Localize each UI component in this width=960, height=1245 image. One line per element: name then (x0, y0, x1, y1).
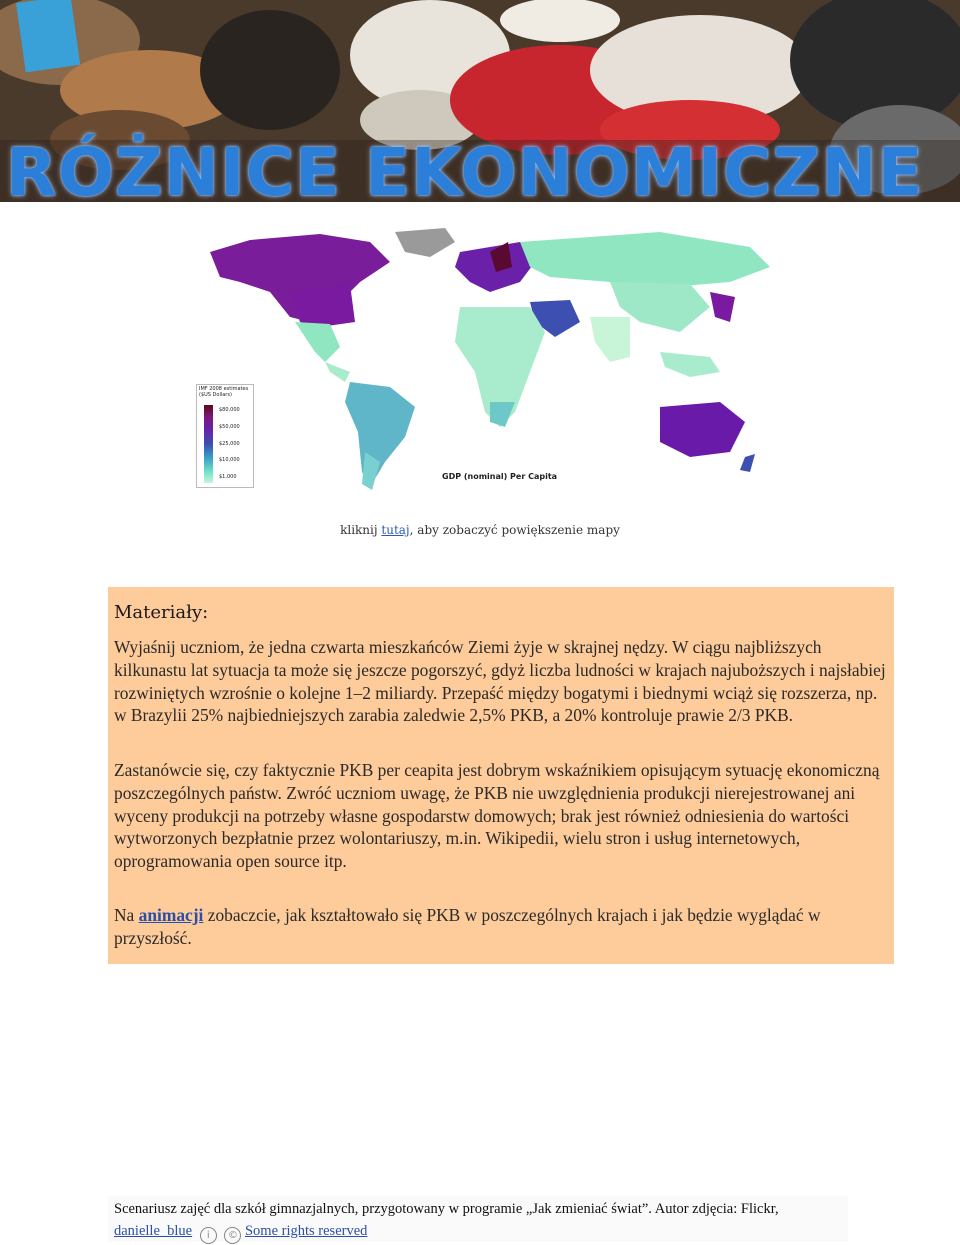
materials-paragraph-animation (114, 904, 890, 950)
rights-link[interactable]: Some rights reserved (244, 1223, 368, 1239)
legend-tick: $50,000 (219, 424, 240, 430)
author-link[interactable]: danielle_blue (114, 1223, 193, 1239)
legend-color-scale (204, 405, 213, 483)
footer-credit: Scenariusz zajęć dla szkół gimnazjalnych, przygotowany w programie „Jak zmieniać świat”. Autor zdjęcia: Flickr, (114, 1201, 779, 1217)
materials-paragraph-poverty: Wyjaśnij uczniom, że jedna czwarta mieszkańców Ziemi żyje w skrajnej nędzy. W ciągu najbliższych kilkunastu lat sytuacja ta może się jeszcze pogorszyć, gdyż liczba ludności w krajach najuboższych i najsłabiej rozwiniętych wzrośnie o kolejne 1–2 miliardy. Przepaść między bogatymi i biednymi wciąż się rozszerza, np. w Brazylii 25% najbiedniejszych zarabia zaledwie 2,5% PKB, a 20% kontroluje prawie 2/3 PKB. (114, 637, 886, 726)
legend-tick: $1,000 (219, 474, 237, 480)
note-suffix: , aby zobaczyć powiększenie mapy (409, 523, 620, 537)
legend-tick: $10,000 (219, 457, 240, 463)
map-caption: GDP (nominal) Per Capita (442, 472, 558, 481)
world-map-image (190, 222, 790, 497)
note-prefix: kliknij (340, 523, 382, 537)
p3-prefix: Na (114, 905, 139, 925)
gdp-world-map[interactable] (190, 222, 790, 497)
materials-paragraph-gdp: Zastanówcie się, czy faktycznie PKB per ceapita jest dobrym wskaźnikiem opisującym sytuację ekonomiczną poszczególnych państw. Zwróć uczniom uwagę, że PKB nie uwzględnienia produkcji nierejestrowanej ani wyceny produkcji na potrzeby własne gospodarstw domowych; brak jest również odniesienia do wartości wytworzonych bezpłatnie przez wolontariuszy, m.in. Wikipedii, wielu stron i usług internetowych, oprogramowania open source itp. (114, 760, 880, 872)
map-legend (196, 384, 254, 488)
materials-box (108, 587, 894, 964)
person-icon: i (200, 1227, 217, 1244)
map-enlarge-link[interactable]: tutaj (381, 523, 410, 537)
header-banner (0, 0, 960, 202)
materials-heading: Materiały: (114, 602, 209, 623)
footer (108, 1196, 848, 1242)
animation-link[interactable]: animacji (138, 905, 204, 925)
p3-suffix: zobaczcie, jak kształtowało się PKB w poszczególnych krajach i jak będzie wyglądać w przyszłość. (114, 905, 821, 948)
legend-tick: $25,000 (219, 441, 240, 447)
banner-title: RÓŻNICE EKONOMICZNE (6, 134, 924, 202)
legend-tick: $80,000 (219, 407, 240, 413)
map-enlarge-note (0, 523, 960, 537)
footer-links (114, 1223, 367, 1244)
legend-title: IMF 2008 estimates ($US Dollars) (199, 386, 249, 398)
cc-icon: © (224, 1227, 241, 1244)
